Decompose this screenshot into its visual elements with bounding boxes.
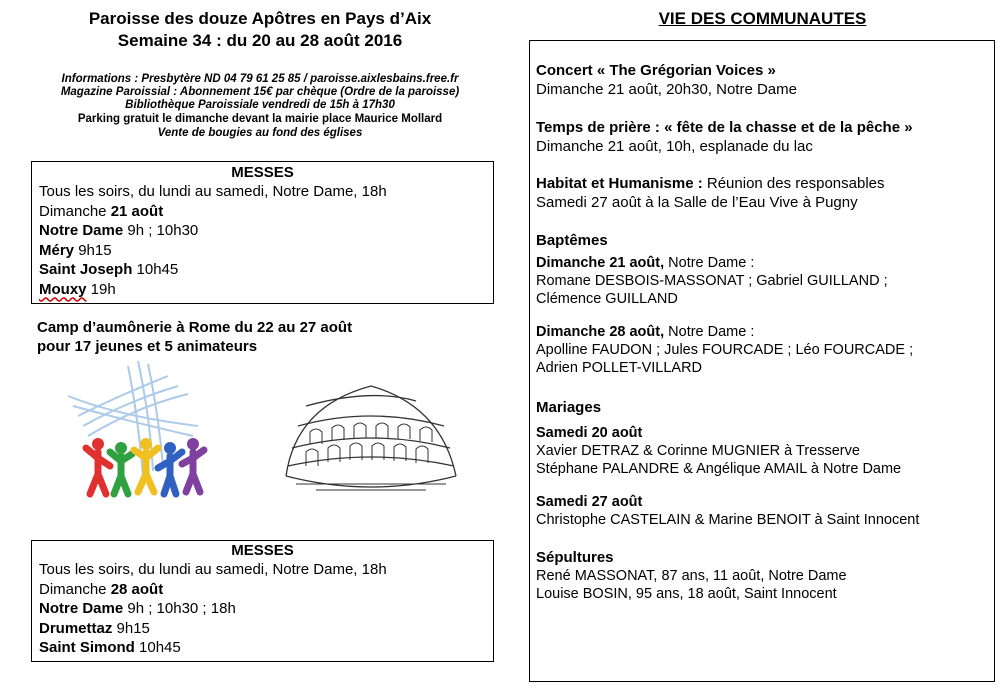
funeral-2: Louise BOSIN, 95 ans, 18 août, Saint Innocent bbox=[536, 586, 837, 602]
funeral-1: René MASSONAT, 87 ans, 11 août, Notre Dame bbox=[536, 568, 847, 584]
week-title: Semaine 34 : du 20 au 28 août 2016 bbox=[117, 31, 403, 50]
baptism-2-names: Apolline FAUDON ; Jules FOURCADE ; Léo FOURCADE ; bbox=[536, 342, 914, 358]
saint-simond-line: Saint Simond 10h45 bbox=[39, 639, 181, 656]
funerals-title: Sépultures bbox=[536, 549, 614, 566]
wedding-1-date: Samedi 20 août bbox=[536, 425, 643, 441]
parish-title: Paroisse des douze Apôtres en Pays d’Aix bbox=[88, 9, 432, 28]
youth-dancing-illustration bbox=[58, 356, 238, 506]
wedding-1-line2: Stéphane PALANDRE & Angélique AMAIL à Notre Dame bbox=[536, 461, 902, 477]
weddings-title: Mariages bbox=[536, 399, 602, 416]
prayer-title: Temps de prière : « fête de la chasse et de la pêche » bbox=[536, 119, 913, 136]
wedding-2-date: Samedi 27 août bbox=[536, 494, 643, 510]
info-magazine: Magazine Paroissial : Abonnement 15€ par chèque (Ordre de la paroisse) bbox=[60, 86, 460, 98]
info-parking: Parking gratuit le dimanche devant la mairie place Maurice Mollard bbox=[77, 113, 443, 125]
communities-box bbox=[529, 40, 995, 682]
concert-title: Concert « The Grégorian Voices » bbox=[536, 62, 776, 79]
info-library: Bibliothèque Paroissiale vendredi de 15h à 17h30 bbox=[125, 99, 395, 111]
notre-dame-line: Notre Dame 9h ; 10h30 bbox=[39, 222, 199, 239]
info-candles: Vente de bougies au fond des églises bbox=[157, 127, 363, 139]
camp-line1: Camp d’aumônerie à Rome du 22 au 27 août bbox=[37, 319, 353, 336]
baptism-1-date: Dimanche 21 août, Notre Dame : bbox=[536, 255, 755, 271]
camp-announcement bbox=[37, 318, 352, 356]
prayer-detail: Dimanche 21 août, 10h, esplanade du lac bbox=[536, 138, 813, 155]
baptism-2-names-cont: Adrien POLLET-VILLARD bbox=[536, 360, 703, 376]
habitat-detail: Samedi 27 août à la Salle de l’Eau Vive à Pugny bbox=[536, 194, 858, 211]
concert-detail: Dimanche 21 août, 20h30, Notre Dame bbox=[536, 81, 797, 98]
habitat-title: Habitat et Humanisme : Réunion des responsables bbox=[536, 175, 885, 192]
mery-line: Méry 9h15 bbox=[39, 241, 112, 259]
messes-box-week2 bbox=[31, 540, 494, 662]
wedding-2-line1: Christophe CASTELAIN & Marine BENOIT à Saint Innocent bbox=[536, 512, 920, 528]
colosseum-illustration bbox=[276, 366, 466, 506]
saint-joseph-line: Saint Joseph 10h45 bbox=[39, 261, 179, 278]
weekday-masses: Tous les soirs, du lundi au samedi, Notre Dame, 18h bbox=[39, 561, 387, 578]
baptism-1-names: Romane DESBOIS-MASSONAT ; Gabriel GUILLAND ; bbox=[536, 273, 888, 289]
drumettaz-line: Drumettaz 9h15 bbox=[39, 619, 150, 637]
communities-title: VIE DES COMMUNAUTES bbox=[658, 9, 867, 28]
info-presbytery: Informations : Presbytère ND 04 79 61 25 85 / paroisse.aixlesbains.free.fr bbox=[61, 73, 459, 85]
baptisms-title: Baptêmes bbox=[536, 232, 608, 249]
camp-line2: pour 17 jeunes et 5 animateurs bbox=[37, 338, 258, 355]
notre-dame-line: Notre Dame 9h ; 10h30 ; 18h bbox=[39, 600, 236, 617]
messes-heading: MESSES bbox=[231, 542, 294, 559]
sunday-line: Dimanche 21 août bbox=[39, 202, 164, 220]
weekday-masses: Tous les soirs, du lundi au samedi, Notre Dame, 18h bbox=[39, 183, 387, 200]
baptism-1-names-cont: Clémence GUILLAND bbox=[536, 291, 678, 307]
baptism-2-date: Dimanche 28 août, Notre Dame : bbox=[536, 324, 755, 340]
mouxy-line: Mouxy 19h bbox=[39, 280, 116, 298]
wedding-1-line1: Xavier DETRAZ & Corinne MUGNIER à Tresserve bbox=[536, 443, 860, 459]
sunday-line: Dimanche 28 août bbox=[39, 580, 164, 598]
messes-box-week1 bbox=[31, 161, 494, 304]
messes-heading: MESSES bbox=[231, 164, 294, 181]
